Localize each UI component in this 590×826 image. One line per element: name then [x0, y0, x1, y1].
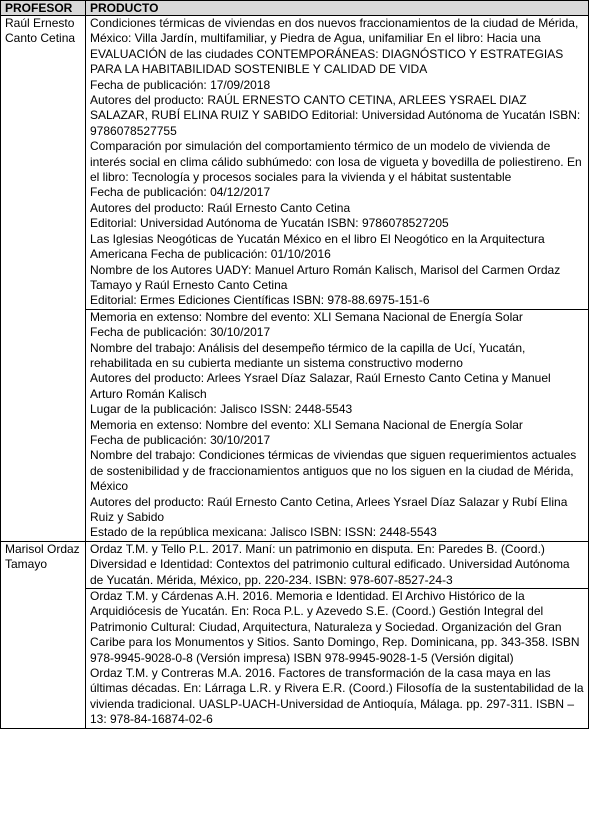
- product-entry: Estado de la república mexicana: Jalisco ISBN: ISSN: 2448-5543: [90, 525, 437, 540]
- header-producto: PRODUCTO: [86, 1, 589, 16]
- product-cell: [86, 541, 589, 588]
- product-entry: Comparación por simulación del comportamiento térmico de un modelo de vivienda de interés social en clima cálido subhúmedo: con losa de vigueta y bovedilla de poliestireno. En el libro: Tecnología y procesos sociales para la vivienda y el hábitat sustentable: [90, 139, 582, 185]
- product-entry: Nombre del trabajo: Análisis del desempeño térmico de la capilla de Ucí, Yucatán, rehabilitada en su cubierta mediante un sistema constructivo moderno: [90, 340, 526, 370]
- product-cell: [86, 16, 589, 310]
- header-row: [1, 1, 589, 16]
- product-entry: Lugar de la publicación: Jalisco ISSN: 2448-5543: [90, 402, 353, 417]
- product-entry: Memoria en extenso: Nombre del evento: XLI Semana Nacional de Energía Solar: [90, 417, 523, 432]
- header-profesor: PROFESOR: [1, 1, 86, 16]
- profesor-name: Marisol Ordaz Tamayo: [1, 541, 86, 728]
- profesor-name: Raúl Ernesto Canto Cetina: [1, 16, 86, 542]
- product-entry: Ordaz T.M. y Contreras M.A. 2016. Factores de transformación de la casa maya en las últimas décadas. En: Lárraga L.R. y Rivera E.R. (Coord.) Filosofía de la sustentabilidad de la vivienda tradicional. UASLP-UACH-Universidad de Antioquía, Málaga. pp. 297-311. ISBN –13: 978-84-16874-02-6: [90, 666, 584, 727]
- product-entry: Las Iglesias Neogóticas de Yucatán México en el libro El Neogótico en la Arquitectura Americana Fecha de publicación: 01/10/2016: [90, 231, 545, 262]
- product-entry: Nombre del trabajo: Condiciones térmicas de viviendas que siguen requerimientos actuales de sostenibilidad y de fraccionamientos antiguos que no los siguen en la ciudad de Mérida, México: [90, 448, 577, 494]
- table-row: [1, 541, 589, 588]
- product-entry: Autores del producto: RAÚL ERNESTO CANTO CETINA, ARLEES YSRAEL DIAZ SALAZAR, RUBÍ ELINA RUIZ Y SABIDO Editorial: Universidad Autónoma de Yucatán ISBN: 9786078527755: [90, 93, 581, 138]
- product-entry: Autores del producto: Raúl Ernesto Canto Cetina: [90, 200, 351, 215]
- product-entry: Editorial: Universidad Autónoma de Yucatán ISBN: 9786078527205: [90, 216, 449, 231]
- product-entry: Fecha de publicación: 30/10/2017: [90, 432, 271, 447]
- product-entry: Editorial: Ermes Ediciones Científicas ISBN: 978-88.6975-151-6: [90, 293, 430, 308]
- table-row: [1, 589, 589, 729]
- product-cell: [86, 589, 589, 729]
- product-entry: Ordaz T.M. y Cárdenas A.H. 2016. Memoria e Identidad. El Archivo Histórico de la Arquidiócesis de Yucatán. En: Roca P.L. y Azevedo S.E. (Coord.) Gestión Integral del Patrimonio Cultural: Ciudad, Arquitectura, Naturaleza y Sociedad. Organización del Gran Caribe para los Monumentos y Sitios. Santo Domingo, Rep. Dominicana, pp. 343-358. ISBN 978-9945-9028-0-8 (Versión impresa) ISBN 978-9945-9028-1-5 (Versión digital): [90, 589, 580, 665]
- product-entry: Condiciones térmicas de viviendas en dos nuevos fraccionamientos de la ciudad de Mérida, México: Villa Jardín, multifamiliar, y Piedra de Agua, unifamiliar En el libro: Hacia una EVALUACIÓN de las ciudades CONTEMPORÁNEAS: DIAGNÓSTICO Y ESTRATEGIAS PARA LA HABITABILIDAD SOSTENIBLE Y CALIDAD DE VIDA: [90, 16, 579, 77]
- product-entry: Fecha de publicación: 30/10/2017: [90, 325, 271, 340]
- product-entry: Fecha de publicación: 17/09/2018: [90, 77, 271, 92]
- product-entry: Autores del producto: Arlees Ysrael Díaz Salazar, Raúl Ernesto Canto Cetina y Manuel Arturo Román Kalisch: [90, 371, 551, 401]
- table-row: [1, 309, 589, 541]
- product-entry: Nombre de los Autores UADY: Manuel Arturo Román Kalisch, Marisol del Carmen Ordaz Tamayo y Raúl Ernesto Canto Cetina: [90, 262, 561, 292]
- product-entry: Ordaz T.M. y Tello P.L. 2017. Maní: un patrimonio en disputa. En: Paredes B. (Coord.) Diversidad e Identidad: Contextos del patrimonio cultural edificado. Universidad Autónoma de Yucatán. Mérida, México, pp. 220-234. ISBN: 978-607-8527-24-3: [90, 541, 570, 587]
- product-entry: Fecha de publicación: 04/12/2017: [90, 185, 271, 200]
- product-cell: [86, 309, 589, 541]
- table-row: [1, 16, 589, 310]
- product-entry: Memoria en extenso: Nombre del evento: XLI Semana Nacional de Energía Solar: [90, 309, 523, 324]
- product-entry: Autores del producto: Raúl Ernesto Canto Cetina, Arlees Ysrael Díaz Salazar y Rubí Elina Ruiz y Sabido: [90, 494, 568, 524]
